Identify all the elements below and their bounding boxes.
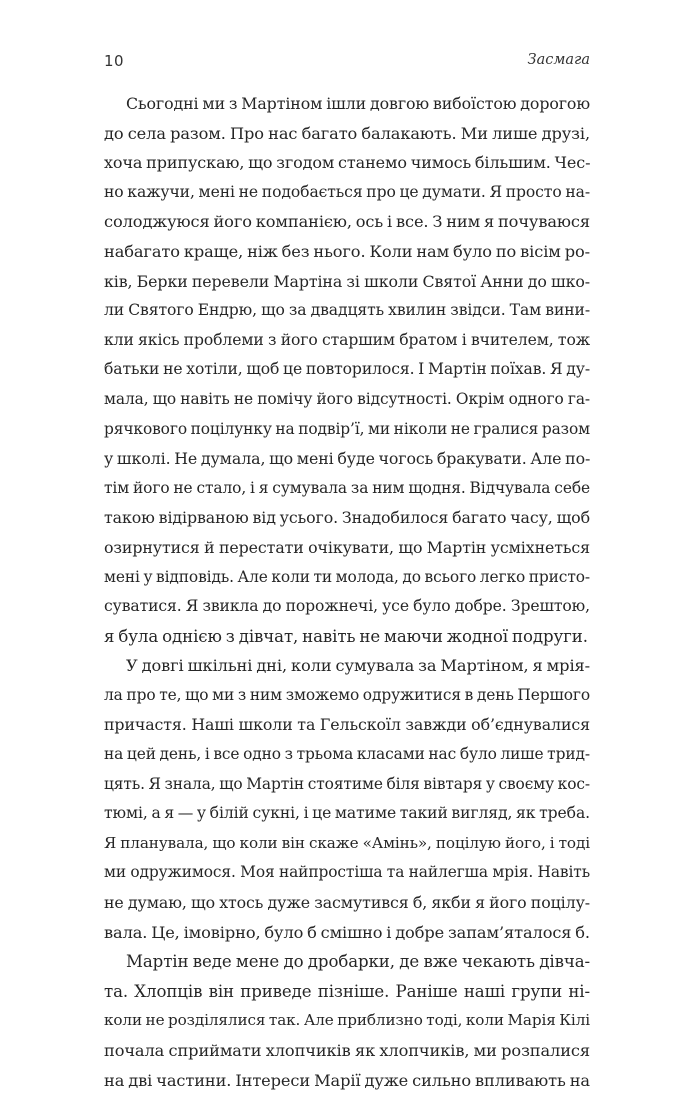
text-line: мала, що навіть не помічу його відсутності. Окрім одного га-	[104, 389, 590, 408]
text-line: суватися. Я звикла до порожнечі, усе було добре. Зрештою,	[104, 597, 590, 616]
text-line: почала сприймати хлопчиків як хлопчиків, ми розпалися	[104, 1041, 590, 1060]
text-line: Я планувала, що коли він скаже «Амінь», поцілую його, і тоді	[104, 833, 590, 852]
text-line: но кажучи, мені не подобається про це думати. Я просто на-	[104, 182, 590, 201]
text-line: коли не розділялися так. Але приблизно тоді, коли Марія Кілі	[104, 1011, 590, 1030]
text-line: у школі. Не думала, що мені буде чогось бракувати. Але по-	[104, 449, 591, 469]
text-line: цять. Я знала, що Мартін стоятиме біля вівтаря у своєму кос-	[104, 774, 590, 793]
text-line: такою відірваною від усього. Знадобилося багато часу, щоб	[104, 508, 590, 528]
text-line: Сьогодні ми з Мартіном ішли довгою вибоїстою дорогою	[126, 94, 590, 113]
text-line: тім його не стало, і я сумувала за ним щодня. Відчувала себе	[104, 478, 590, 497]
running-title: Засмага	[527, 52, 590, 68]
text-line: я була однією з дівчат, навіть не маючи жодної подруги.	[104, 626, 588, 646]
text-line: набагато краще, ніж без нього. Коли нам було по вісім ро-	[104, 241, 590, 261]
text-line: на цей день, і все одно з трьома класами нас було лише трид-	[104, 745, 590, 764]
text-line: рячкового поцілунку на подвір’ї, ми ніколи не гралися разом	[104, 419, 591, 438]
text-line: причастя. Наші школи та Гельскоїл завжди об’єднувалися	[104, 715, 590, 735]
text-line: тюмі, а я — у білій сукні, і це матиме такий вигляд, як треба.	[104, 804, 590, 823]
page-header	[104, 52, 590, 74]
text-line: ли Святого Ендрю, що за двадцять хвилин звідси. Там вини-	[104, 301, 590, 320]
text-line: ми одружимося. Моя найпростіша та найлегша мрія. Навіть	[104, 863, 590, 882]
text-line: У довгі шкільні дні, коли сумувала за Мартіном, я мрія-	[126, 656, 590, 676]
text-line: кли якісь проблеми з його старшим братом і вчителем, тож	[104, 330, 590, 349]
text-line: озирнутися й перестати очікувати, що Мартін усміхнеться	[104, 537, 590, 557]
text-line: ла про те, що ми з ним зможемо одружитися в день Першого	[104, 685, 590, 704]
text-line: вала. Це, імовірно, було б смішно і добре запам’яталося б.	[104, 922, 590, 942]
page-number: 10	[104, 52, 125, 70]
text-line: на дві частини. Інтереси Марії дуже сильно впливають на	[104, 1070, 590, 1090]
text-line: до села разом. Про нас багато балакають. Ми лише друзі,	[104, 123, 590, 143]
text-line: солоджуюся його компанією, ось і все. З ним я почуваюся	[104, 212, 590, 232]
text-line: не думаю, що хтось дуже засмутився б, якби я його поцілу-	[104, 893, 590, 913]
text-line: батьки не хотіли, щоб це повторилося. І Мартін поїхав. Я ду-	[104, 360, 590, 379]
text-line: ків, Берки перевели Мартіна зі школи Святої Анни до шко-	[104, 271, 590, 291]
text-line: мені у відповідь. Але коли ти молода, до всього легко присто-	[104, 567, 590, 586]
text-line: та. Хлопців він приведе пізніше. Раніше наші групи ні-	[104, 981, 590, 1001]
body-text	[104, 89, 590, 1095]
text-line: хоча припускаю, що згодом станемо чимось більшим. Чес-	[104, 153, 591, 173]
text-line: Мартін веде мене до дробарки, де вже чекають дівча-	[126, 952, 590, 972]
